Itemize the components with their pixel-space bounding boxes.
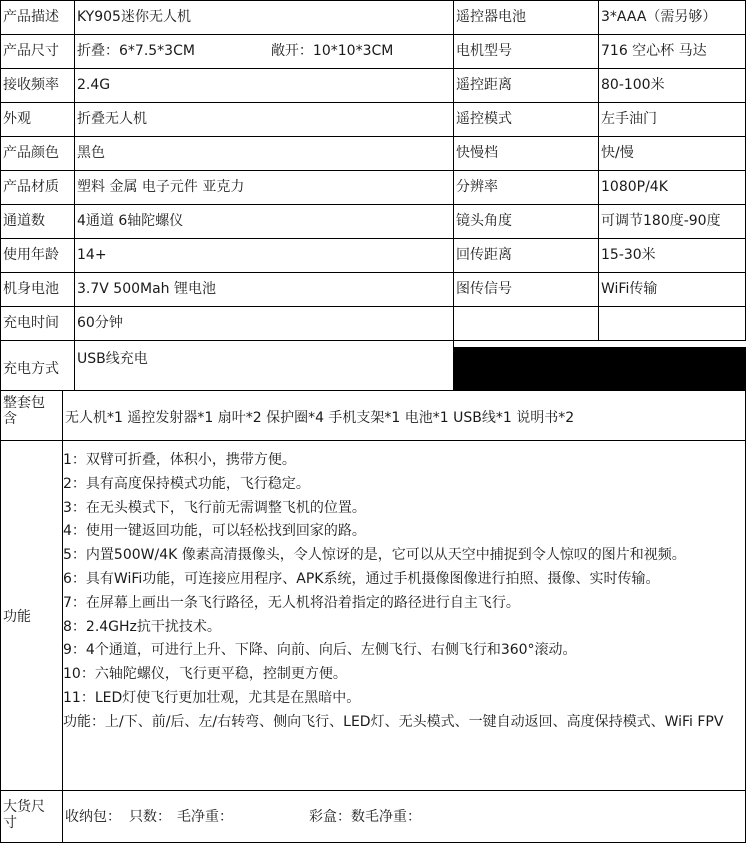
spec-label-right — [453, 136, 599, 171]
bulk-part-box: 彩盒： — [309, 809, 351, 825]
spec-value-right-text: 3*AAA（需另够） — [601, 9, 717, 25]
blacked-out-block — [453, 347, 746, 391]
spec-label-left-text: 使用年龄 — [3, 247, 59, 263]
charge-value-text: USB线充电 — [77, 351, 148, 367]
spec-label-right-text: 快慢档 — [456, 145, 498, 161]
spec-value-left-text: 折叠无人机 — [77, 111, 147, 127]
spec-value-right — [598, 34, 746, 69]
feature-item: 3：在无头模式下，飞行前无需调整飞机的位置。 — [63, 499, 366, 516]
spec-label-right-text: 回传距离 — [456, 247, 512, 263]
spec-value-right-text: 左手油门 — [601, 111, 657, 127]
spec-label-right — [453, 68, 599, 103]
spec-label-left-text: 充电时间 — [3, 315, 59, 331]
feature-item: 2：具有高度保持模式功能，飞行稳定。 — [63, 475, 310, 492]
spec-label-left-text: 接收频率 — [3, 77, 59, 93]
bulk-label-text: 大货尺寸 — [3, 799, 45, 831]
charge-value — [74, 340, 454, 391]
spec-label-left-text: 产品描述 — [3, 9, 59, 25]
spec-value-right — [598, 170, 746, 205]
bulk-label — [0, 790, 63, 843]
spec-label-right — [453, 34, 599, 69]
spec-label-left — [0, 204, 75, 239]
spec-value-left-text: 黑色 — [77, 145, 105, 161]
spec-label-left-text: 外观 — [3, 111, 31, 127]
spec-value-right — [598, 306, 746, 341]
spec-label-left-text: 产品尺寸 — [3, 43, 59, 59]
package-contents-text: 无人机*1 遥控发射器*1 扇叶*2 保护圈*4 手机支架*1 电池*1 USB线*1 说明书*2 — [65, 410, 575, 426]
spec-label-right — [453, 238, 599, 273]
spec-label-left — [0, 0, 75, 35]
spec-value-left-text: 4通道 6轴陀螺仪 — [77, 213, 184, 229]
bulk-part-weight: 毛净重： — [177, 809, 233, 825]
spec-value-right-text: 15-30米 — [601, 247, 656, 263]
bulk-part-bag: 收纳包： — [65, 809, 121, 825]
feature-item: 6：具有WiFi功能，可连接应用程序、APK系统，通过手机摄像图像进行拍照、摄像、实时传输。 — [63, 570, 660, 587]
spec-label-left — [0, 68, 75, 103]
spec-value-left-text: 60分钟 — [77, 315, 123, 331]
spec-label-left — [0, 170, 75, 205]
spec-label-left-text: 产品材质 — [3, 179, 59, 195]
spec-label-right-text: 遥控模式 — [456, 111, 512, 127]
spec-value-left — [74, 136, 454, 171]
feature-item: 11：LED灯使飞行更加壮观，尤其是在黑暗中。 — [63, 689, 361, 706]
spec-value-left-text: 14+ — [77, 247, 107, 263]
spec-label-right-text: 图传信号 — [456, 281, 512, 297]
feature-item: 1：双臂可折叠，体积小，携带方便。 — [63, 452, 296, 468]
spec-value-left — [74, 68, 454, 103]
spec-value-left — [74, 0, 454, 35]
spec-label-left — [0, 102, 75, 137]
spec-label-right-text: 电机型号 — [456, 43, 512, 59]
features-label-text: 功能 — [3, 609, 31, 625]
spec-value-right — [598, 204, 746, 239]
spec-label-left — [0, 34, 75, 69]
bulk-panel — [62, 790, 746, 843]
feature-item: 4：使用一键返回功能，可以轻松找到回家的路。 — [63, 523, 366, 540]
spec-label-right-text: 镜头角度 — [456, 213, 512, 229]
spec-label-left-text: 通道数 — [3, 213, 45, 229]
spec-label-left-text: 机身电池 — [3, 281, 59, 297]
package-label-text: 整套包含 — [3, 395, 45, 427]
spec-label-right-text: 遥控器电池 — [456, 9, 526, 25]
bulk-part-count: 只数： — [129, 809, 171, 825]
spec-label-right — [453, 204, 599, 239]
spec-label-left — [0, 238, 75, 273]
spec-value-left — [74, 34, 454, 69]
spec-value-right-text: 快/慢 — [601, 145, 634, 161]
spec-label-right — [453, 102, 599, 137]
package-label — [0, 390, 63, 441]
spec-value-right-text: 80-100米 — [601, 77, 665, 93]
features-label — [0, 440, 63, 791]
spec-value-left — [74, 102, 454, 137]
feature-item: 8：2.4GHz抗干扰技术。 — [63, 618, 221, 635]
spec-value-right — [598, 238, 746, 273]
spec-value-right — [598, 68, 746, 103]
features-list — [63, 449, 739, 735]
feature-item: 7：在屏幕上画出一条飞行路径，无人机将沿着指定的路径进行自主飞行。 — [63, 594, 520, 611]
spec-value-left — [74, 272, 454, 307]
spec-value-right-text: WiFi传输 — [601, 281, 658, 297]
charge-label — [0, 340, 75, 391]
spec-value-right-text: 716 空心杯 马达 — [601, 43, 707, 59]
spec-label-left — [0, 272, 75, 307]
spec-label-right-text: 分辨率 — [456, 179, 498, 195]
spec-label-right-text: 遥控距离 — [456, 77, 512, 93]
spec-value-left-text: 2.4G — [77, 77, 111, 93]
feature-item: 5：内置500W/4K 像素高清摄像头，令人惊讶的是，它可以从天空中捕捉到令人惊叹的图片和视频。 — [63, 547, 686, 564]
spec-label-left — [0, 306, 75, 341]
spec-label-right — [453, 306, 599, 341]
spec-value-right-text: 可调节180度-90度 — [601, 213, 721, 229]
package-contents — [62, 390, 746, 441]
feature-item: 功能：上/下、前/后、左/右转弯、侧向飞行、LED灯、无头模式、一键自动返回、高度保持模式、WiFi FPV — [63, 713, 724, 730]
feature-item: 9：4个通道，可进行上升、下降、向前、向后、左侧飞行、右侧飞行和360°滚动。 — [63, 642, 577, 659]
features-panel — [62, 440, 746, 791]
spec-value-right — [598, 102, 746, 137]
feature-item: 10：六轴陀螺仪，飞行更平稳，控制更方便。 — [63, 666, 347, 683]
spec-label-left-text: 产品颜色 — [3, 145, 59, 161]
spec-value-right — [598, 272, 746, 307]
spec-value-left-text: KY905迷你无人机 — [77, 9, 191, 25]
spec-value-right — [598, 0, 746, 35]
spec-value-left-text: 折叠：6*7.5*3CM — [77, 43, 195, 59]
spec-label-left — [0, 136, 75, 171]
spec-value-right-text: 1080P/4K — [601, 179, 668, 195]
spec-value-left-text: 3.7V 500Mah 锂电池 — [77, 281, 216, 297]
spec-value-right — [598, 136, 746, 171]
spec-value-left — [74, 238, 454, 273]
spec-label-right — [453, 170, 599, 205]
spec-value-left — [74, 170, 454, 205]
spec-value-left-text: 塑料 金属 电子元件 亚克力 — [77, 179, 245, 195]
charge-label-text: 充电方式 — [3, 361, 59, 377]
spec-value-left — [74, 204, 454, 239]
bulk-part-box-weight: 数毛净重： — [351, 809, 421, 825]
spec-value-left — [74, 306, 454, 341]
spec-label-right — [453, 0, 599, 35]
spec-label-right — [453, 272, 599, 307]
spec-value-left-b: 敞开：10*10*3CM — [270, 43, 394, 59]
